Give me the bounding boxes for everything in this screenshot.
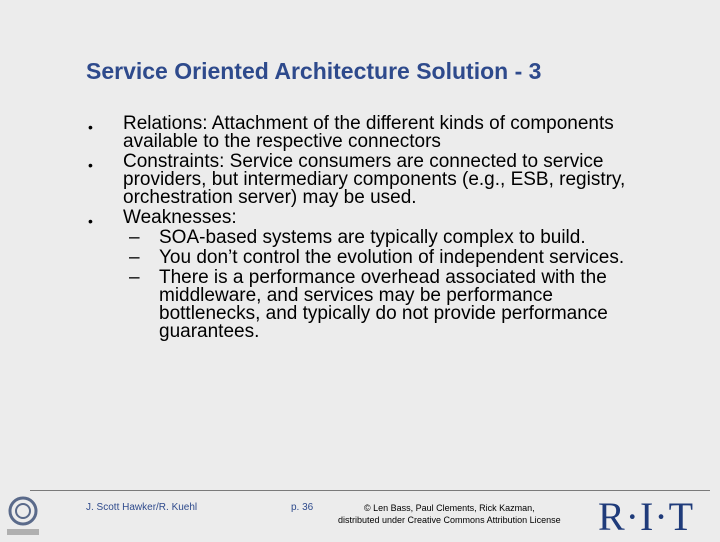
bullet-weaknesses bbox=[86, 209, 646, 227]
footer-copyright bbox=[338, 502, 561, 526]
bullet-relations bbox=[86, 115, 646, 151]
bullet-text: Constraints: Service consumers are connected to service providers, but intermediary components (e.g., ESB, registry, orchestration server) may be used. bbox=[123, 151, 626, 208]
subbullet-complexity bbox=[86, 229, 646, 247]
subbullet-performance bbox=[86, 269, 646, 341]
subbullet-text: There is a performance overhead associated with the middleware, and services may be performance bottlenecks, and typically do not provide performance guarantees. bbox=[159, 267, 608, 342]
dash-icon: – bbox=[129, 227, 140, 248]
bullet-text: Weaknesses: bbox=[123, 207, 237, 228]
footer-divider bbox=[30, 490, 710, 491]
footer-page-number: p. 36 bbox=[291, 502, 314, 513]
dash-icon: – bbox=[129, 267, 140, 288]
copyright-line-2: distributed under Creative Commons Attribution License bbox=[338, 515, 561, 525]
footer-author: J. Scott Hawker/R. Kuehl bbox=[86, 502, 198, 513]
subbullet-text: SOA-based systems are typically complex to build. bbox=[159, 227, 586, 248]
bullet-list bbox=[86, 115, 646, 341]
subbullet-text: You don’t control the evolution of independent services. bbox=[159, 247, 625, 268]
software-engineering-logo bbox=[5, 495, 41, 537]
slide-title: Service Oriented Architecture Solution - 3 bbox=[86, 58, 542, 84]
bullet-constraints bbox=[86, 153, 646, 207]
bullet-text: Relations: Attachment of the different kinds of components available to the respective connectors bbox=[123, 113, 614, 152]
dash-icon: – bbox=[129, 247, 140, 268]
rit-logo: R·I·T bbox=[598, 494, 695, 539]
subbullet-evolution bbox=[86, 249, 646, 267]
bullet-dot-icon: • bbox=[88, 157, 93, 173]
bullet-dot-icon: • bbox=[88, 213, 93, 229]
bullet-dot-icon: • bbox=[88, 119, 93, 135]
copyright-line-1: © Len Bass, Paul Clements, Rick Kazman, bbox=[363, 503, 535, 513]
